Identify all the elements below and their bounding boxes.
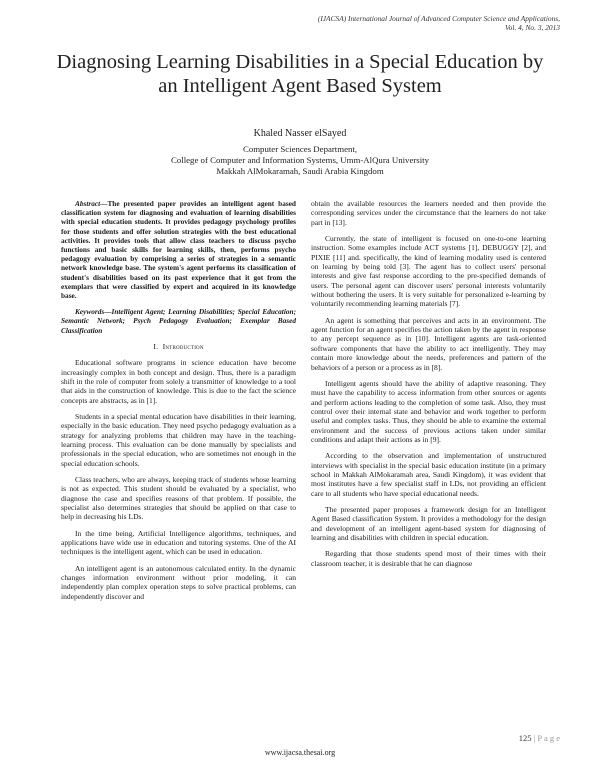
journal-volume: Vol. 4, No. 3, 2013 (504, 23, 560, 32)
body-paragraph: An agent is something that perceives and acts in an environment. The agent function for an agent specifies the action taken by the agent in response to any percept sequence as in [10]. Intelligent agents are task-oriented software components that have the ability to act intelligently. They may contain more knowledge about the needs, preferences and pattern of the behaviors of a person or a process as in [8]. (311, 315, 546, 372)
page-word: P a g e (537, 733, 560, 743)
author-college: College of Computer and Information Systems, Umm-AlQura University (170, 155, 429, 165)
body-paragraph: obtain the available resources the learners needed and then provide the corresponding services under the circumstance that the learners do not take part in [13]. (311, 199, 546, 227)
paper-title: Diagnosing Learning Disabilities in a Special Education by an Intelligent Agent Based System (56, 51, 544, 97)
body-paragraph: An intelligent agent is an autonomous calculated entity. In the dynamic changes information environment without prior modeling, it can independently plan complex operation steps to solve practical problems, can independently discover and (61, 563, 296, 601)
body-paragraph: Educational software programs in science education have become increasingly complex in both concept and design. Thus, there is a paradigm shift in the role of computer from solely a transmitter of knowledge to a tool that aids in the construction of knowledge. This is due to the fact the science concepts are abstracts, as in [1]. (61, 358, 296, 405)
page-number (519, 733, 560, 743)
abstract-lead: Abstract (75, 199, 101, 208)
journal-header (200, 14, 560, 32)
section-heading (61, 342, 296, 351)
section-title: Introduction (162, 341, 204, 351)
page-separator: | (531, 733, 538, 743)
author-name: Khaled Nasser elSayed (253, 128, 347, 139)
left-column (61, 199, 296, 608)
body-paragraph: According to the observation and implementation of unstructured interviews with specialist in the special basic education institute (in a primary school in Makkah AlMokaramah area, Saudi Kingdom), it was evident that most institutes have a few specialist staff in LDs, not providing an efficient care to all students who have special educational needs. (311, 451, 546, 498)
journal-name: (IJACSA) International Journal of Advanced Computer Science and Applications, (317, 14, 560, 23)
right-column (311, 199, 546, 575)
abstract (61, 199, 296, 300)
body-paragraph: Intelligent agents should have the ability of adaptive reasoning. They must have the capability to access information from other sources or agents and perform actions leading to the completion of some task. Also, they must control over their internal state and behavior and work together to perform useful and complex tasks. Thus, they should be able to examine the external environment and the success of previous actions taken under similar conditions and adapt their actions as in [9]. (311, 378, 546, 444)
body-paragraph: In the time being, Artificial Intelligence algorithms, techniques, and applications have wide use in education and tutoring systems. One of the AI techniques is the intelligent agent, which can be used in education. (61, 528, 296, 557)
author-location: Makkah AlMokaramah, Saudi Arabia Kingdom (216, 166, 384, 176)
abstract-text: —The presented paper provides an intelligent agent based classification system for diagnosing and evaluation of learning disabilities with special education students. It provides pedagogy psychology profiles for those students and offer solution strategies with the best educational activities. It provides tools that allow class teachers to discuss psycho functions and basic skills for learning skills, then, performs psycho pedagogy evaluation by comprising a series of strategies in a semantic network knowledge base. The system's agent performs its classification of student's disabilities based on its past experience that it got from the exemplars that were classified by expert and acquired in its knowledge base. (61, 199, 296, 301)
body-paragraph: Currently, the state of intelligent is focused on one-to-one learning instruction. Some examples include ACT systems [1], DEBUGGY [2], and PIXIE [11] and. specifically, the kind of learning modality used is centered on learning by being told [3]. The agent has to collect users' personal interests and give fast response according to the pre-specified demands of users. The personal agent can discover users' personal interests voluntarily without bothering the users. It is very suitable for personalized e-learning by voluntarily recommending learning materials [7]. (311, 234, 546, 309)
section-number: I. (153, 341, 159, 351)
author-block (60, 128, 540, 177)
body-paragraph: Regarding that those students spend most of their times with their classroom teacher, it is desirable that he can diagnose (311, 549, 546, 568)
footer-url: www.ijacsa.thesai.org (264, 748, 336, 757)
keywords: Keywords—Intelligent Agent; Learning Disabilities; Special Education; Semantic Network; Psych Pedagogy Evaluation; Exemplar Based Classification (61, 307, 296, 335)
body-paragraph: The presented paper proposes a framework design for an Intelligent Agent Based classification System. It provides a methodology for the design and development of an intelligent agent-based system for diagnosing of learning and disabilities with children in special education. (311, 504, 546, 542)
author-department: Computer Sciences Department, (242, 144, 358, 154)
body-paragraph: Students in a special mental education have disabilities in their learning, especially in the basic education. They need psycho pedagogy evaluation as a strategy for analyzing problems that children may have in the teaching-learning process. This evaluation can be done manually by specialists and professionals in the special education, who are sometimes not enough in the special education schools. (61, 411, 296, 468)
body-paragraph: Class teachers, who are always, keeping track of students whose learning is not as expected. This student should be evaluated by a specialist, who diagnose the case and specifies reasons of that problem. If possible, the specialist also determines strategies that should be applied on that case to help in decreasing his LDs. (61, 474, 296, 522)
page-number-value: 125 (518, 733, 532, 743)
